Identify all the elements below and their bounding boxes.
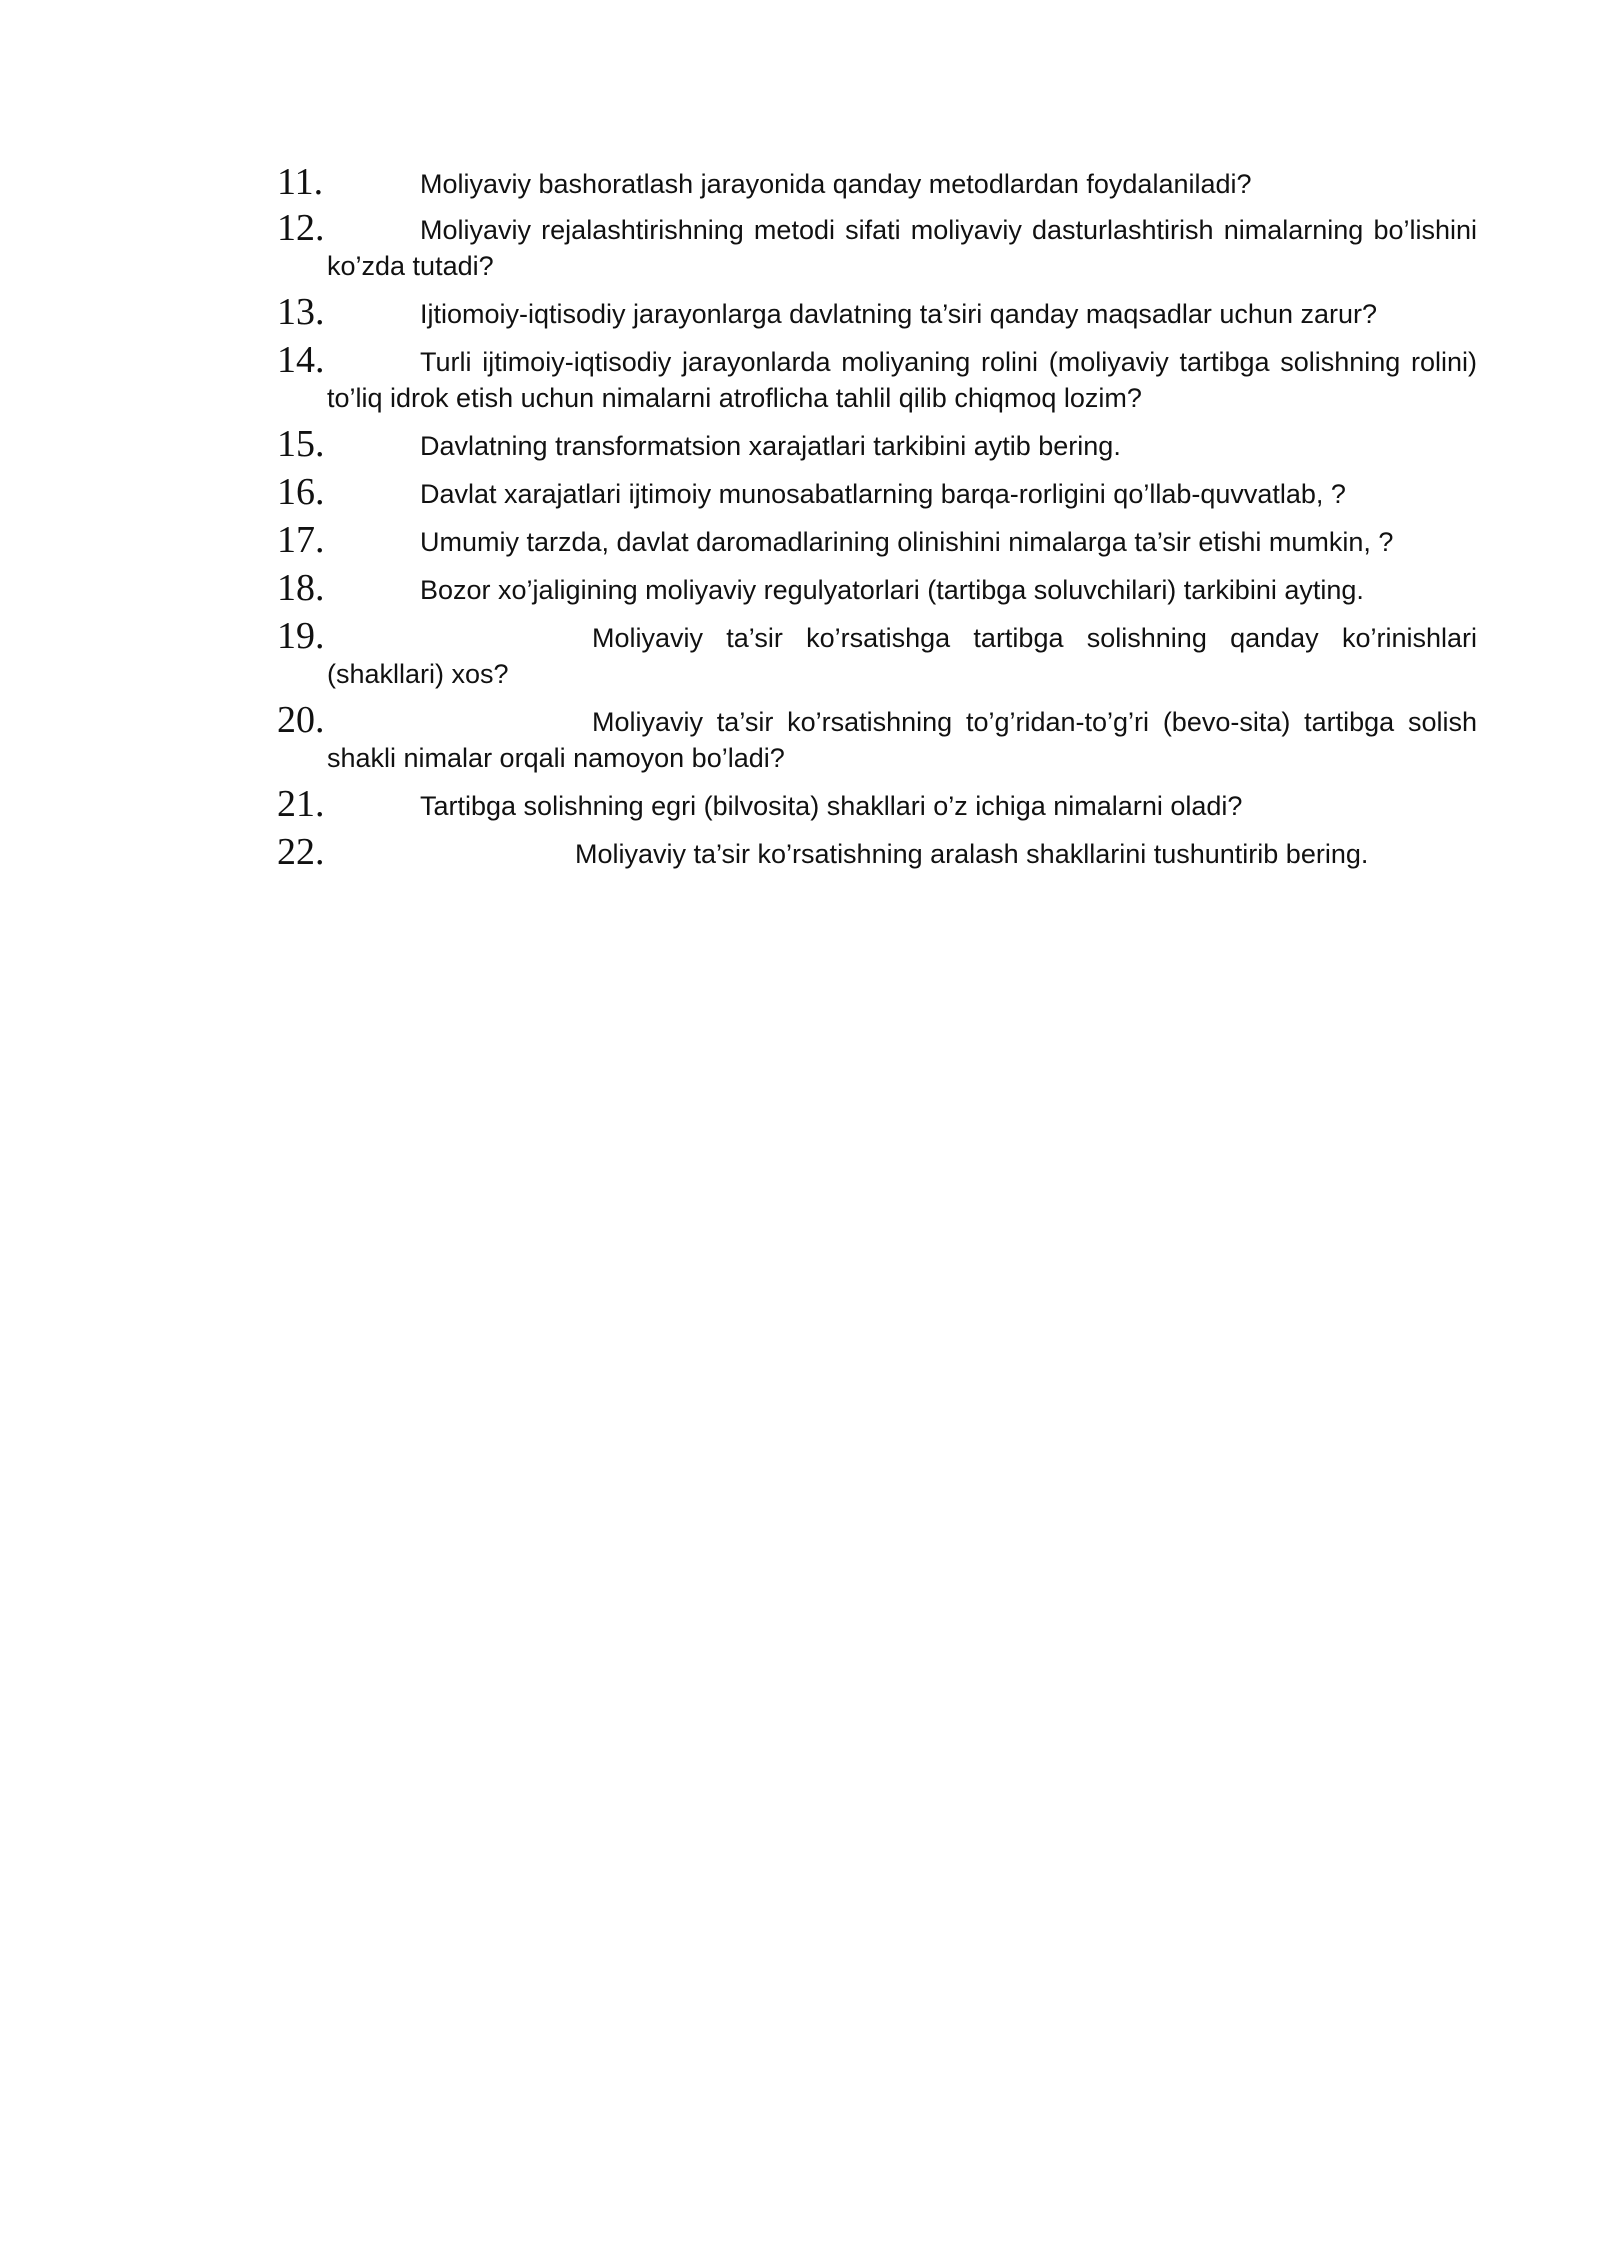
list-item [277, 783, 1477, 825]
item-number: 16. [277, 471, 325, 513]
item-number: 15. [277, 423, 325, 465]
list-item [277, 831, 1477, 873]
item-number: 14. [277, 339, 325, 381]
item-text: Davlatning transformatsion xarajatlari tarkibini aytib bering. [420, 431, 1121, 461]
list-item [277, 699, 1477, 776]
list-item [277, 207, 1477, 284]
item-text: Moliyaviy bashoratlash jarayonida qanday metodlardan foydalaniladi? [420, 169, 1252, 199]
list-item [277, 161, 1477, 203]
item-number: 18. [277, 567, 325, 609]
item-number: 11. [277, 161, 324, 203]
list-item [277, 291, 1477, 333]
item-number: 19. [277, 615, 325, 657]
item-text: Ijtiomoiy-iqtisodiy jarayonlarga davlatning ta’siri qanday maqsadlar uchun zarur? [420, 299, 1378, 329]
list-item [277, 471, 1477, 513]
item-text: Umumiy tarzda, davlat daromadlarining olinishini nimalarga ta’sir etishi mumkin, ? [420, 527, 1394, 557]
item-text: Moliyaviy ta’sir ko’rsatishning aralash shakllarini tushuntirib bering. [575, 839, 1369, 869]
item-text: Davlat xarajatlari ijtimoiy munosabatlarning barqa-rorligini qo’llab-quvvatlab, ? [420, 479, 1346, 509]
item-text: Moliyaviy ta’sir ko’rsatishga tartibga solishning qanday ko’rinishlari (shakllari) xos? [327, 623, 1477, 689]
item-number: 22. [277, 831, 325, 873]
list-item [277, 615, 1477, 692]
list-item [277, 567, 1477, 609]
item-number: 21. [277, 783, 325, 825]
question-list [277, 161, 1477, 873]
item-number: 12. [277, 207, 325, 249]
list-item [277, 339, 1477, 416]
item-text: Moliyaviy ta’sir ko’rsatishning to’g’ridan-to’g’ri (bevo-sita) tartibga solish shakli nimalar orqali namoyon bo’ladi? [327, 707, 1477, 773]
item-number: 17. [277, 519, 325, 561]
list-item [277, 519, 1477, 561]
item-number: 13. [277, 291, 325, 333]
item-text: Bozor xo’jaligining moliyaviy regulyatorlari (tartibga soluvchilari) tarkibini ayting. [420, 575, 1364, 605]
item-text: Turli ijtimoiy-iqtisodiy jarayonlarda moliyaning rolini (moliyaviy tartibga solishning rolini) to’liq idrok etish uchun nimalarni atroflicha tahlil qilib chiqmoq lozim? [327, 347, 1477, 413]
item-number: 20. [277, 699, 325, 741]
item-text: Tartibga solishning egri (bilvosita) shakllari o’z ichiga nimalarni oladi? [420, 791, 1243, 821]
list-item [277, 423, 1477, 465]
item-text: Moliyaviy rejalashtirishning metodi sifati moliyaviy dasturlashtirish nimalarning bo’lishini ko’zda tutadi? [327, 215, 1477, 281]
